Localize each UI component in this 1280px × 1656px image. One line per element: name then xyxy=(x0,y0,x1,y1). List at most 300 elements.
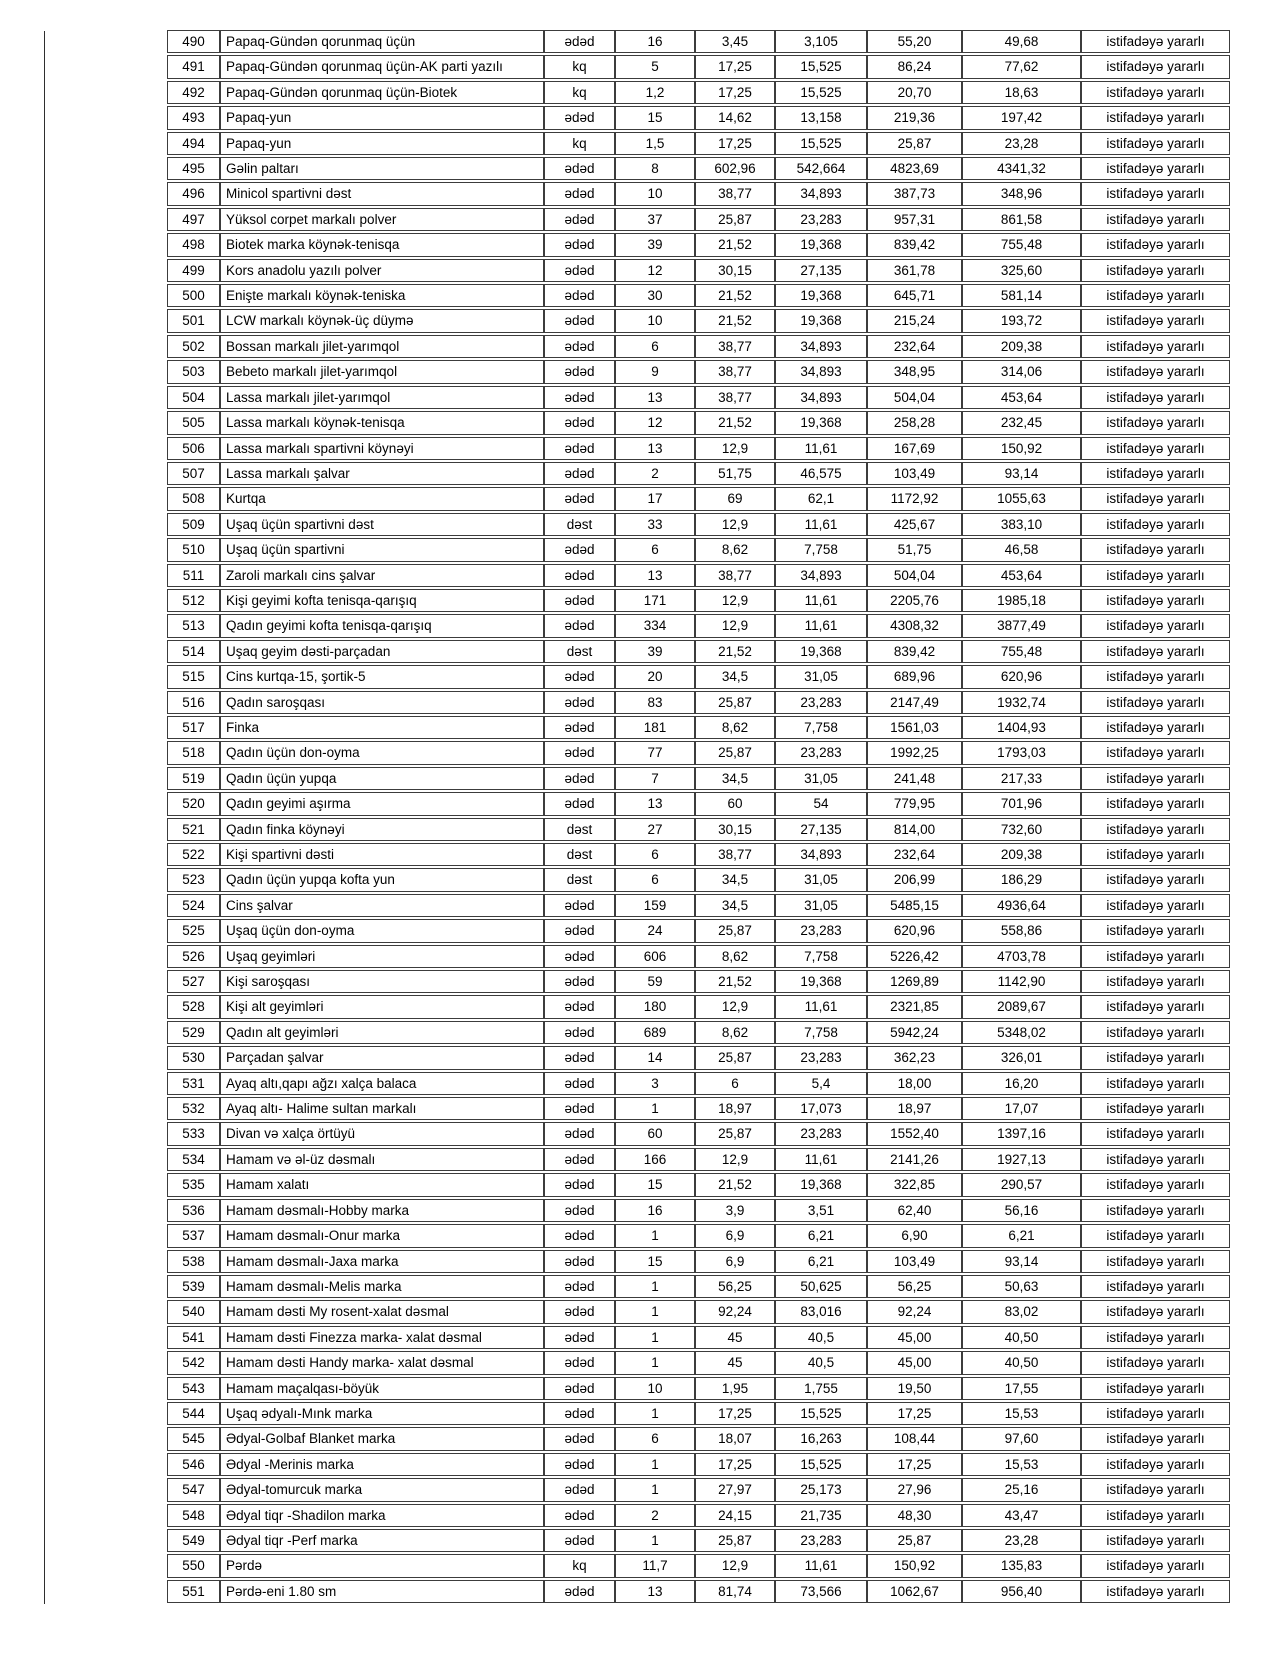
unit-price-cell: 12,9 xyxy=(695,995,775,1018)
discounted-total-value-cell: 861,58 xyxy=(962,208,1081,231)
total-value-cell: 19,50 xyxy=(867,1377,962,1400)
unit-cell: ədəd xyxy=(544,970,615,993)
unit-price-cell: 34,5 xyxy=(695,665,775,688)
discounted-unit-price-cell: 17,073 xyxy=(775,1097,867,1120)
unit-cell: ədəd xyxy=(544,1199,615,1222)
table-row xyxy=(167,1504,1230,1527)
unit-cell: ədəd xyxy=(544,1148,615,1171)
total-value-cell: 232,64 xyxy=(867,843,962,866)
table-row xyxy=(167,792,1230,815)
row-number-cell: 544 xyxy=(167,1402,220,1425)
discounted-unit-price-cell: 25,173 xyxy=(775,1478,867,1501)
discounted-unit-price-cell: 54 xyxy=(775,792,867,815)
quantity-cell: 10 xyxy=(615,1377,695,1400)
row-number-cell: 499 xyxy=(167,259,220,282)
discounted-unit-price-cell: 73,566 xyxy=(775,1580,867,1603)
total-value-cell: 4823,69 xyxy=(867,157,962,180)
discounted-unit-price-cell: 31,05 xyxy=(775,665,867,688)
unit-price-cell: 34,5 xyxy=(695,894,775,917)
table-row xyxy=(167,1224,1230,1247)
discounted-total-value-cell: 15,53 xyxy=(962,1402,1081,1425)
table-row xyxy=(167,1122,1230,1145)
total-value-cell: 2141,26 xyxy=(867,1148,962,1171)
status-cell: istifadəyə yararlı xyxy=(1081,386,1230,409)
item-name-cell: Uşaq geyim dəsti-parçadan xyxy=(220,640,544,663)
quantity-cell: 2 xyxy=(615,462,695,485)
total-value-cell: 425,67 xyxy=(867,513,962,536)
unit-price-cell: 12,9 xyxy=(695,614,775,637)
status-cell: istifadəyə yararlı xyxy=(1081,513,1230,536)
quantity-cell: 20 xyxy=(615,665,695,688)
unit-cell: ədəd xyxy=(544,894,615,917)
unit-cell: dəst xyxy=(544,513,615,536)
row-number-cell: 521 xyxy=(167,818,220,841)
discounted-unit-price-cell: 11,61 xyxy=(775,1148,867,1171)
quantity-cell: 15 xyxy=(615,1250,695,1273)
table-row xyxy=(167,411,1230,434)
discounted-unit-price-cell: 34,893 xyxy=(775,564,867,587)
item-name-cell: Yüksol corpet markalı polver xyxy=(220,208,544,231)
item-name-cell: Kişi alt geyimləri xyxy=(220,995,544,1018)
discounted-unit-price-cell: 23,283 xyxy=(775,1122,867,1145)
table-row xyxy=(167,716,1230,739)
total-value-cell: 645,71 xyxy=(867,284,962,307)
total-value-cell: 1062,67 xyxy=(867,1580,962,1603)
item-name-cell: Uşaq üçün spartivni dəst xyxy=(220,513,544,536)
discounted-total-value-cell: 17,07 xyxy=(962,1097,1081,1120)
discounted-unit-price-cell: 46,575 xyxy=(775,462,867,485)
discounted-unit-price-cell: 31,05 xyxy=(775,868,867,891)
unit-price-cell: 34,5 xyxy=(695,868,775,891)
discounted-unit-price-cell: 1,755 xyxy=(775,1377,867,1400)
row-number-cell: 514 xyxy=(167,640,220,663)
discounted-total-value-cell: 581,14 xyxy=(962,284,1081,307)
table-row xyxy=(167,614,1230,637)
row-number-cell: 491 xyxy=(167,55,220,78)
total-value-cell: 1552,40 xyxy=(867,1122,962,1145)
total-value-cell: 92,24 xyxy=(867,1300,962,1323)
item-name-cell: Minicol spartivni dəst xyxy=(220,182,544,205)
unit-cell: kq xyxy=(544,1554,615,1577)
quantity-cell: 12 xyxy=(615,411,695,434)
status-cell: istifadəyə yararlı xyxy=(1081,1529,1230,1552)
row-number-cell: 548 xyxy=(167,1504,220,1527)
table-row xyxy=(167,335,1230,358)
quantity-cell: 171 xyxy=(615,589,695,612)
status-cell: istifadəyə yararlı xyxy=(1081,1199,1230,1222)
discounted-total-value-cell: 23,28 xyxy=(962,132,1081,155)
discounted-total-value-cell: 197,42 xyxy=(962,106,1081,129)
quantity-cell: 13 xyxy=(615,437,695,460)
total-value-cell: 25,87 xyxy=(867,132,962,155)
table-row xyxy=(167,741,1230,764)
status-cell: istifadəyə yararlı xyxy=(1081,1275,1230,1298)
discounted-total-value-cell: 3877,49 xyxy=(962,614,1081,637)
table-row xyxy=(167,106,1230,129)
status-cell: istifadəyə yararlı xyxy=(1081,665,1230,688)
item-name-cell: Cins şalvar xyxy=(220,894,544,917)
discounted-unit-price-cell: 40,5 xyxy=(775,1351,867,1374)
item-name-cell: Papaq-Gündən qorunmaq üçün-Biotek xyxy=(220,81,544,104)
quantity-cell: 39 xyxy=(615,640,695,663)
discounted-total-value-cell: 755,48 xyxy=(962,233,1081,256)
item-name-cell: Hamam və əl-üz dəsmalı xyxy=(220,1148,544,1171)
row-number-cell: 545 xyxy=(167,1427,220,1450)
quantity-cell: 6 xyxy=(615,1427,695,1450)
item-name-cell: Qadın üçün don-oyma xyxy=(220,741,544,764)
unit-price-cell: 18,07 xyxy=(695,1427,775,1450)
unit-price-cell: 38,77 xyxy=(695,564,775,587)
item-name-cell: Gəlin paltarı xyxy=(220,157,544,180)
status-cell: istifadəyə yararlı xyxy=(1081,233,1230,256)
row-number-cell: 490 xyxy=(167,30,220,53)
table-row xyxy=(167,665,1230,688)
unit-price-cell: 17,25 xyxy=(695,81,775,104)
status-cell: istifadəyə yararlı xyxy=(1081,208,1230,231)
table-row xyxy=(167,1580,1230,1603)
total-value-cell: 361,78 xyxy=(867,259,962,282)
table-row xyxy=(167,894,1230,917)
table-row xyxy=(167,1554,1230,1577)
unit-price-cell: 12,9 xyxy=(695,1148,775,1171)
unit-price-cell: 25,87 xyxy=(695,1122,775,1145)
inventory-table xyxy=(167,28,1230,1605)
unit-price-cell: 38,77 xyxy=(695,182,775,205)
table-row xyxy=(167,1097,1230,1120)
discounted-total-value-cell: 17,55 xyxy=(962,1377,1081,1400)
quantity-cell: 1 xyxy=(615,1275,695,1298)
total-value-cell: 1561,03 xyxy=(867,716,962,739)
quantity-cell: 689 xyxy=(615,1021,695,1044)
item-name-cell: Ayaq altı,qapı ağzı xalça balaca xyxy=(220,1072,544,1095)
unit-price-cell: 38,77 xyxy=(695,335,775,358)
discounted-unit-price-cell: 23,283 xyxy=(775,208,867,231)
discounted-unit-price-cell: 11,61 xyxy=(775,513,867,536)
row-number-cell: 543 xyxy=(167,1377,220,1400)
total-value-cell: 5942,24 xyxy=(867,1021,962,1044)
discounted-total-value-cell: 6,21 xyxy=(962,1224,1081,1247)
row-number-cell: 533 xyxy=(167,1122,220,1145)
row-number-cell: 494 xyxy=(167,132,220,155)
row-number-cell: 507 xyxy=(167,462,220,485)
unit-price-cell: 25,87 xyxy=(695,919,775,942)
unit-price-cell: 27,97 xyxy=(695,1478,775,1501)
status-cell: istifadəyə yararlı xyxy=(1081,564,1230,587)
quantity-cell: 33 xyxy=(615,513,695,536)
discounted-total-value-cell: 1932,74 xyxy=(962,691,1081,714)
row-number-cell: 550 xyxy=(167,1554,220,1577)
discounted-total-value-cell: 77,62 xyxy=(962,55,1081,78)
discounted-total-value-cell: 558,86 xyxy=(962,919,1081,942)
row-number-cell: 547 xyxy=(167,1478,220,1501)
inventory-table-body xyxy=(167,30,1230,1603)
table-row xyxy=(167,1148,1230,1171)
row-number-cell: 492 xyxy=(167,81,220,104)
item-name-cell: Parçadan şalvar xyxy=(220,1046,544,1069)
discounted-unit-price-cell: 23,283 xyxy=(775,1046,867,1069)
discounted-unit-price-cell: 31,05 xyxy=(775,767,867,790)
unit-price-cell: 56,25 xyxy=(695,1275,775,1298)
unit-price-cell: 6 xyxy=(695,1072,775,1095)
discounted-total-value-cell: 93,14 xyxy=(962,1250,1081,1273)
total-value-cell: 56,25 xyxy=(867,1275,962,1298)
table-row xyxy=(167,1046,1230,1069)
table-row xyxy=(167,1377,1230,1400)
total-value-cell: 17,25 xyxy=(867,1453,962,1476)
table-row xyxy=(167,1427,1230,1450)
total-value-cell: 219,36 xyxy=(867,106,962,129)
quantity-cell: 166 xyxy=(615,1148,695,1171)
discounted-unit-price-cell: 19,368 xyxy=(775,970,867,993)
discounted-unit-price-cell: 19,368 xyxy=(775,309,867,332)
unit-price-cell: 8,62 xyxy=(695,1021,775,1044)
discounted-total-value-cell: 232,45 xyxy=(962,411,1081,434)
quantity-cell: 7 xyxy=(615,767,695,790)
unit-cell: ədəd xyxy=(544,995,615,1018)
table-row xyxy=(167,1478,1230,1501)
row-number-cell: 497 xyxy=(167,208,220,231)
item-name-cell: Qadın saroşqası xyxy=(220,691,544,714)
discounted-unit-price-cell: 11,61 xyxy=(775,589,867,612)
status-cell: istifadəyə yararlı xyxy=(1081,1046,1230,1069)
unit-price-cell: 21,52 xyxy=(695,640,775,663)
discounted-unit-price-cell: 13,158 xyxy=(775,106,867,129)
unit-cell: ədəd xyxy=(544,335,615,358)
table-row xyxy=(167,1402,1230,1425)
unit-price-cell: 25,87 xyxy=(695,691,775,714)
discounted-unit-price-cell: 62,1 xyxy=(775,487,867,510)
item-name-cell: Ədyal tiqr -Perf marka xyxy=(220,1529,544,1552)
total-value-cell: 45,00 xyxy=(867,1326,962,1349)
total-value-cell: 232,64 xyxy=(867,335,962,358)
table-row xyxy=(167,1173,1230,1196)
item-name-cell: Kurtqa xyxy=(220,487,544,510)
discounted-total-value-cell: 4341,32 xyxy=(962,157,1081,180)
status-cell: istifadəyə yararlı xyxy=(1081,55,1230,78)
table-row xyxy=(167,132,1230,155)
status-cell: istifadəyə yararlı xyxy=(1081,919,1230,942)
discounted-total-value-cell: 209,38 xyxy=(962,335,1081,358)
status-cell: istifadəyə yararlı xyxy=(1081,614,1230,637)
total-value-cell: 103,49 xyxy=(867,1250,962,1273)
table-row xyxy=(167,1529,1230,1552)
discounted-total-value-cell: 150,92 xyxy=(962,437,1081,460)
item-name-cell: Biotek marka köynək-tenisqa xyxy=(220,233,544,256)
total-value-cell: 689,96 xyxy=(867,665,962,688)
unit-price-cell: 8,62 xyxy=(695,716,775,739)
item-name-cell: Bossan markalı jilet-yarımqol xyxy=(220,335,544,358)
quantity-cell: 1 xyxy=(615,1351,695,1374)
table-row xyxy=(167,1250,1230,1273)
unit-price-cell: 3,45 xyxy=(695,30,775,53)
item-name-cell: Ədyal -Merinis marka xyxy=(220,1453,544,1476)
unit-cell: dəst xyxy=(544,843,615,866)
discounted-total-value-cell: 732,60 xyxy=(962,818,1081,841)
item-name-cell: Papaq-Gündən qorunmaq üçün xyxy=(220,30,544,53)
item-name-cell: Uşaq üçün don-oyma xyxy=(220,919,544,942)
unit-price-cell: 45 xyxy=(695,1351,775,1374)
row-number-cell: 508 xyxy=(167,487,220,510)
discounted-unit-price-cell: 83,016 xyxy=(775,1300,867,1323)
total-value-cell: 322,85 xyxy=(867,1173,962,1196)
table-row xyxy=(167,284,1230,307)
item-name-cell: Hamam dəsmalı-Onur marka xyxy=(220,1224,544,1247)
unit-cell: ədəd xyxy=(544,792,615,815)
table-row xyxy=(167,462,1230,485)
row-number-cell: 500 xyxy=(167,284,220,307)
row-number-cell: 505 xyxy=(167,411,220,434)
quantity-cell: 13 xyxy=(615,1580,695,1603)
unit-price-cell: 21,52 xyxy=(695,233,775,256)
row-number-cell: 529 xyxy=(167,1021,220,1044)
total-value-cell: 4308,32 xyxy=(867,614,962,637)
table-row xyxy=(167,309,1230,332)
unit-cell: kq xyxy=(544,55,615,78)
discounted-total-value-cell: 326,01 xyxy=(962,1046,1081,1069)
row-number-cell: 513 xyxy=(167,614,220,637)
total-value-cell: 241,48 xyxy=(867,767,962,790)
item-name-cell: Hamam dəsti Handy marka- xalat dəsmal xyxy=(220,1351,544,1374)
unit-cell: ədəd xyxy=(544,1173,615,1196)
discounted-unit-price-cell: 19,368 xyxy=(775,284,867,307)
total-value-cell: 839,42 xyxy=(867,233,962,256)
quantity-cell: 181 xyxy=(615,716,695,739)
row-number-cell: 495 xyxy=(167,157,220,180)
table-row xyxy=(167,386,1230,409)
unit-price-cell: 81,74 xyxy=(695,1580,775,1603)
table-row xyxy=(167,1300,1230,1323)
table-row xyxy=(167,945,1230,968)
item-name-cell: Qadın geyimi aşırma xyxy=(220,792,544,815)
discounted-unit-price-cell: 23,283 xyxy=(775,741,867,764)
table-row xyxy=(167,182,1230,205)
discounted-unit-price-cell: 19,368 xyxy=(775,640,867,663)
total-value-cell: 258,28 xyxy=(867,411,962,434)
quantity-cell: 6 xyxy=(615,843,695,866)
quantity-cell: 2 xyxy=(615,1504,695,1527)
unit-cell: ədəd xyxy=(544,1478,615,1501)
discounted-unit-price-cell: 7,758 xyxy=(775,716,867,739)
quantity-cell: 8 xyxy=(615,157,695,180)
status-cell: istifadəyə yararlı xyxy=(1081,1377,1230,1400)
quantity-cell: 16 xyxy=(615,30,695,53)
table-row xyxy=(167,81,1230,104)
row-number-cell: 504 xyxy=(167,386,220,409)
discounted-unit-price-cell: 34,893 xyxy=(775,335,867,358)
table-row xyxy=(167,640,1230,663)
discounted-unit-price-cell: 6,21 xyxy=(775,1250,867,1273)
unit-price-cell: 12,9 xyxy=(695,1554,775,1577)
status-cell: istifadəyə yararlı xyxy=(1081,30,1230,53)
item-name-cell: Hamam dəsmalı-Jaxa marka xyxy=(220,1250,544,1273)
status-cell: istifadəyə yararlı xyxy=(1081,843,1230,866)
discounted-unit-price-cell: 7,758 xyxy=(775,945,867,968)
total-value-cell: 839,42 xyxy=(867,640,962,663)
unit-cell: ədəd xyxy=(544,767,615,790)
table-row xyxy=(167,487,1230,510)
discounted-unit-price-cell: 23,283 xyxy=(775,919,867,942)
discounted-unit-price-cell: 27,135 xyxy=(775,259,867,282)
discounted-unit-price-cell: 6,21 xyxy=(775,1224,867,1247)
discounted-total-value-cell: 50,63 xyxy=(962,1275,1081,1298)
quantity-cell: 5 xyxy=(615,55,695,78)
unit-cell: ədəd xyxy=(544,360,615,383)
status-cell: istifadəyə yararlı xyxy=(1081,1580,1230,1603)
discounted-total-value-cell: 1404,93 xyxy=(962,716,1081,739)
row-number-cell: 498 xyxy=(167,233,220,256)
discounted-total-value-cell: 290,57 xyxy=(962,1173,1081,1196)
discounted-total-value-cell: 701,96 xyxy=(962,792,1081,815)
quantity-cell: 1 xyxy=(615,1402,695,1425)
quantity-cell: 10 xyxy=(615,309,695,332)
discounted-total-value-cell: 4703,78 xyxy=(962,945,1081,968)
unit-price-cell: 12,9 xyxy=(695,589,775,612)
discounted-unit-price-cell: 27,135 xyxy=(775,818,867,841)
discounted-unit-price-cell: 5,4 xyxy=(775,1072,867,1095)
item-name-cell: Kişi geyimi kofta tenisqa-qarışıq xyxy=(220,589,544,612)
discounted-unit-price-cell: 23,283 xyxy=(775,1529,867,1552)
total-value-cell: 108,44 xyxy=(867,1427,962,1450)
table-row xyxy=(167,208,1230,231)
table-row xyxy=(167,1275,1230,1298)
status-cell: istifadəyə yararlı xyxy=(1081,132,1230,155)
item-name-cell: Hamam dəsmalı-Melis marka xyxy=(220,1275,544,1298)
unit-cell: ədəd xyxy=(544,157,615,180)
quantity-cell: 6 xyxy=(615,868,695,891)
row-number-cell: 534 xyxy=(167,1148,220,1171)
quantity-cell: 180 xyxy=(615,995,695,1018)
status-cell: istifadəyə yararlı xyxy=(1081,360,1230,383)
unit-cell: ədəd xyxy=(544,1300,615,1323)
row-number-cell: 531 xyxy=(167,1072,220,1095)
total-value-cell: 362,23 xyxy=(867,1046,962,1069)
unit-cell: ədəd xyxy=(544,106,615,129)
quantity-cell: 14 xyxy=(615,1046,695,1069)
total-value-cell: 45,00 xyxy=(867,1351,962,1374)
total-value-cell: 150,92 xyxy=(867,1554,962,1577)
unit-price-cell: 8,62 xyxy=(695,538,775,561)
item-name-cell: Bebeto markalı jilet-yarımqol xyxy=(220,360,544,383)
row-number-cell: 535 xyxy=(167,1173,220,1196)
table-row xyxy=(167,564,1230,587)
status-cell: istifadəyə yararlı xyxy=(1081,309,1230,332)
row-number-cell: 515 xyxy=(167,665,220,688)
item-name-cell: Qadın finka köynəyi xyxy=(220,818,544,841)
item-name-cell: Qadın üçün yupqa kofta yun xyxy=(220,868,544,891)
quantity-cell: 6 xyxy=(615,335,695,358)
unit-cell: kq xyxy=(544,81,615,104)
unit-cell: ədəd xyxy=(544,1402,615,1425)
discounted-unit-price-cell: 11,61 xyxy=(775,614,867,637)
unit-price-cell: 60 xyxy=(695,792,775,815)
status-cell: istifadəyə yararlı xyxy=(1081,437,1230,460)
discounted-unit-price-cell: 23,283 xyxy=(775,691,867,714)
discounted-total-value-cell: 453,64 xyxy=(962,564,1081,587)
unit-cell: ədəd xyxy=(544,691,615,714)
row-number-cell: 537 xyxy=(167,1224,220,1247)
quantity-cell: 77 xyxy=(615,741,695,764)
item-name-cell: Enişte markalı köynək-teniska xyxy=(220,284,544,307)
discounted-total-value-cell: 314,06 xyxy=(962,360,1081,383)
unit-price-cell: 17,25 xyxy=(695,132,775,155)
total-value-cell: 814,00 xyxy=(867,818,962,841)
quantity-cell: 83 xyxy=(615,691,695,714)
row-number-cell: 496 xyxy=(167,182,220,205)
unit-price-cell: 17,25 xyxy=(695,1402,775,1425)
unit-cell: ədəd xyxy=(544,1021,615,1044)
status-cell: istifadəyə yararlı xyxy=(1081,767,1230,790)
table-row xyxy=(167,1021,1230,1044)
